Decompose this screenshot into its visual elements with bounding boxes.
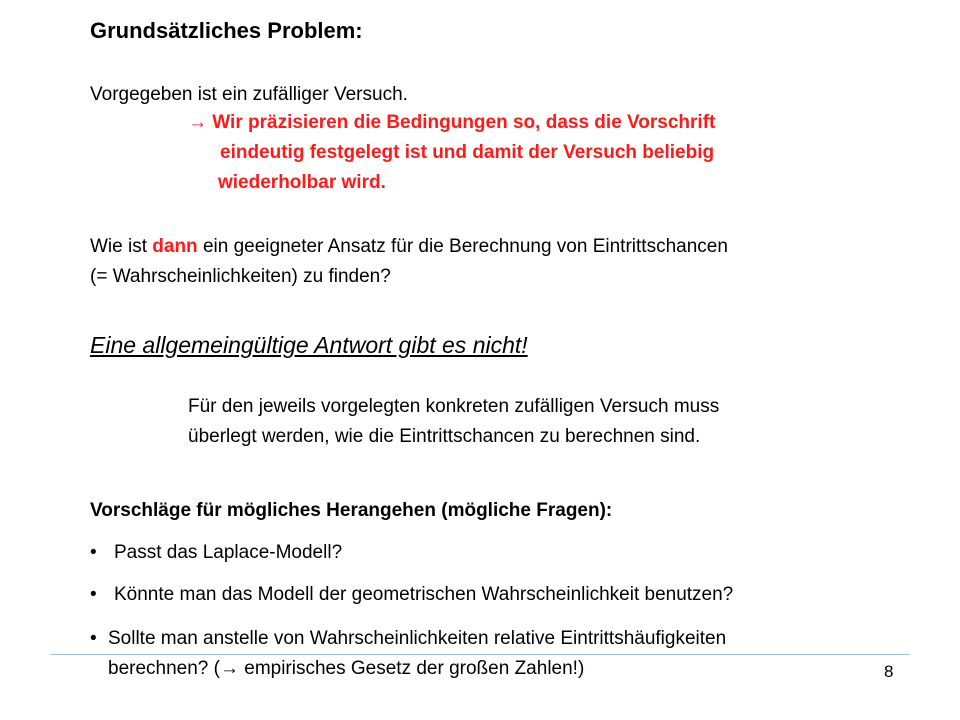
indent-line-2: überlegt werden, wie die Eintrittschancen zu berechnen sind. xyxy=(188,426,701,447)
bullet-icon: • xyxy=(90,542,97,563)
highlight-line-1 xyxy=(188,112,715,134)
bullet-item-3-continuation xyxy=(108,658,584,680)
question-line-2: (= Wahrscheinlichkeiten) zu finden? xyxy=(90,266,391,287)
question-post: ein geeigneter Ansatz für die Berechnung von Eintrittschancen xyxy=(197,236,728,257)
arrow-icon: → xyxy=(219,658,239,679)
bullet-text-3: Sollte man anstelle von Wahrscheinlichkeiten relative Eintrittshäufigkeiten xyxy=(108,628,727,649)
bullet-3-cont-pre: berechnen? ( xyxy=(108,658,220,679)
proposals-heading: Vorschläge für mögliches Herangehen (mögliche Fragen): xyxy=(90,500,613,521)
bullet-item-3 xyxy=(90,628,726,650)
slide-title: Grundsätzliches Problem: xyxy=(90,18,363,43)
question-line-1 xyxy=(90,236,728,258)
bullet-text-1: Passt das Laplace-Modell? xyxy=(114,542,343,563)
question-pre: Wie ist xyxy=(90,236,153,257)
indent-line-1: Für den jeweils vorgelegten konkreten zufälligen Versuch muss xyxy=(188,396,720,417)
bullet-item-1 xyxy=(90,542,342,564)
bullet-icon: • xyxy=(90,628,97,649)
bullet-text-2: Könnte man das Modell der geometrischen Wahrscheinlichkeit benutzen? xyxy=(114,584,734,605)
highlight-line-3: wiederholbar wird. xyxy=(218,172,386,193)
intro-text: Vorgegeben ist ein zufälliger Versuch. xyxy=(90,84,408,105)
answer-heading: Eine allgemeingültige Antwort gibt es nicht! xyxy=(90,332,528,358)
bullet-icon: • xyxy=(90,584,97,605)
highlight-text-1: Wir präzisieren die Bedingungen so, dass die Vorschrift xyxy=(212,112,716,133)
footer-divider xyxy=(50,654,910,655)
highlight-line-2: eindeutig festgelegt ist und damit der Versuch beliebig xyxy=(220,142,715,163)
bullet-3-cont-post: empirisches Gesetz der großen Zahlen!) xyxy=(238,658,585,679)
page-number: 8 xyxy=(884,662,894,681)
question-emphasis: dann xyxy=(152,236,198,257)
arrow-icon: → xyxy=(188,112,207,133)
bullet-item-2 xyxy=(90,584,733,606)
